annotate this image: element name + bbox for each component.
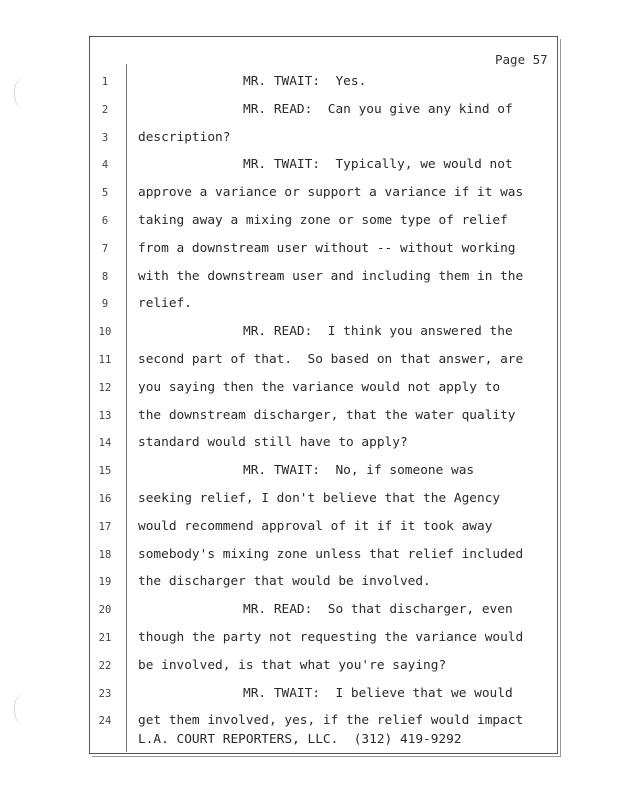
transcript-line: with the downstream user and including them in the [138, 268, 524, 284]
transcript-line: description? [138, 129, 231, 145]
transcript-line: taking away a mixing zone or some type of relief [138, 213, 508, 228]
transcript-line: be involved, is that what you're saying? [138, 657, 447, 673]
line-number: 18 [98, 548, 112, 561]
transcript-line: MR. TWAIT: No, if someone was [243, 463, 475, 479]
page-number: Page 57 [495, 52, 548, 67]
punch-hole-mark [14, 78, 29, 108]
line-number: 19 [98, 576, 112, 589]
line-number: 13 [98, 409, 112, 422]
transcript-line: standard would still have to apply? [138, 435, 408, 451]
transcript-line: from a downstream user without -- without working [138, 240, 516, 256]
transcript-line: MR. TWAIT: Yes. [243, 74, 367, 89]
line-number: 12 [98, 381, 112, 394]
transcript-line: the discharger that would be involved. [138, 574, 431, 590]
transcript-line: relief. [138, 296, 192, 312]
line-number: 24 [98, 715, 112, 728]
line-number: 21 [98, 632, 112, 644]
transcript-line: somebody's mixing zone unless that relief included [138, 546, 524, 562]
transcript-line: MR. TWAIT: Typically, we would not [243, 157, 513, 173]
line-number: 23 [98, 687, 112, 700]
line-number: 5 [101, 187, 109, 200]
line-number: 2 [101, 103, 109, 116]
reporter-footer: L.A. COURT REPORTERS, LLC. (312) 419-9292 [138, 732, 462, 747]
line-number: 16 [98, 493, 112, 505]
transcript-line: MR. READ: Can you give any kind of [243, 101, 513, 117]
transcript-line: approve a variance or support a variance if it was [138, 185, 524, 201]
transcript-line: second part of that. So based on that answer, are [138, 352, 524, 367]
line-number: 22 [98, 659, 112, 672]
line-number: 7 [101, 242, 109, 255]
transcript-line: MR. READ: I think you answered the [243, 324, 513, 340]
line-number: 8 [101, 270, 109, 283]
line-number: 9 [101, 298, 109, 311]
line-number: 15 [98, 465, 112, 478]
transcript-line: the downstream discharger, that the water quality [138, 407, 516, 423]
line-number: 1 [101, 76, 109, 88]
transcript-line: get them involved, yes, if the relief would impact [138, 713, 524, 729]
line-number: 17 [98, 520, 112, 533]
line-number: 20 [98, 604, 112, 617]
line-number: 3 [101, 131, 109, 144]
transcript-line: seeking relief, I don't believe that the Agency [138, 491, 501, 506]
line-number: 4 [101, 159, 109, 172]
line-number: 14 [98, 437, 112, 450]
transcript-line: MR. TWAIT: I believe that we would [243, 685, 513, 701]
line-number: 11 [98, 354, 112, 366]
punch-hole-mark [14, 694, 29, 724]
transcript-line: though the party not requesting the variance would [138, 630, 524, 645]
line-number: 6 [101, 215, 109, 227]
transcript-line: would recommend approval of it if it took away [138, 518, 493, 534]
margin-rule [126, 64, 127, 752]
line-number: 10 [98, 326, 112, 339]
transcript-line: MR. READ: So that discharger, even [243, 602, 513, 618]
transcript-line: you saying then the variance would not apply to [138, 379, 501, 395]
